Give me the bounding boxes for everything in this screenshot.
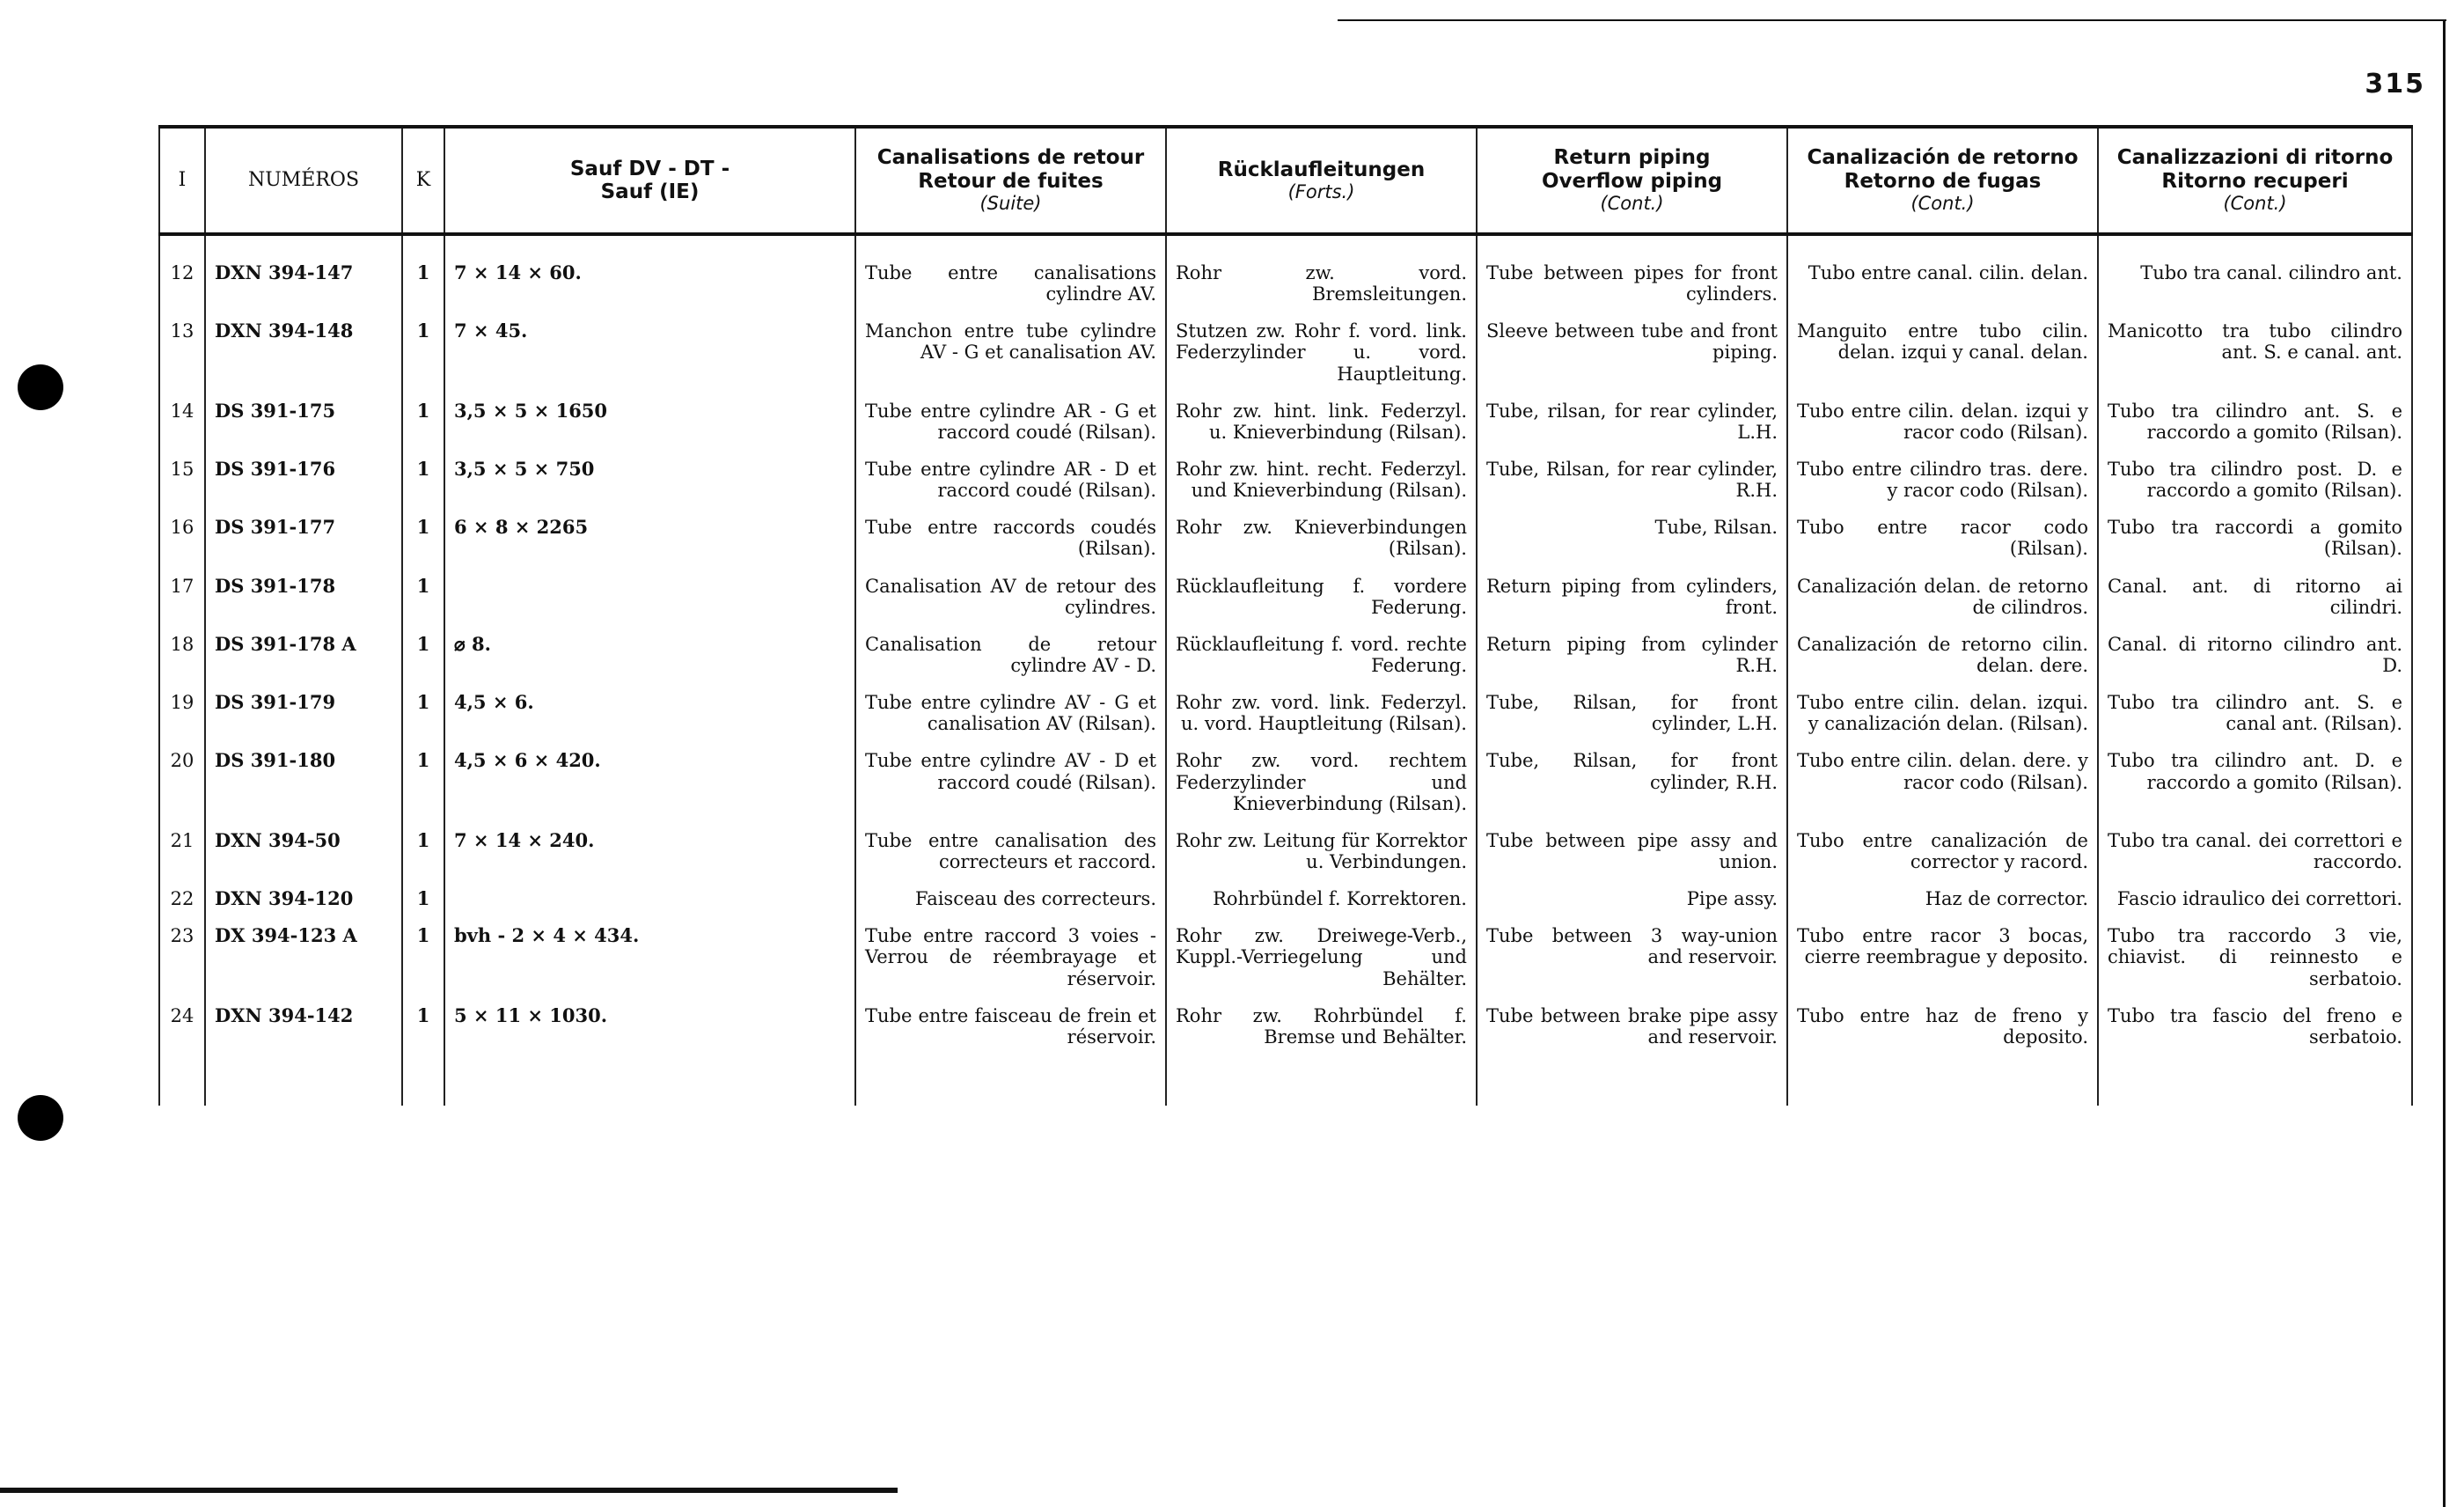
- part-number: DS 391-178: [205, 560, 402, 618]
- empty-cell: [855, 1048, 1166, 1106]
- part-number: DXN 394-147: [205, 234, 402, 305]
- description-it: Tubo tra canal. cilindro ant.: [2098, 234, 2412, 305]
- header-en-line2: Overflow piping: [1541, 169, 1723, 193]
- row-index: 15: [159, 443, 205, 501]
- description-de: Stutzen zw. Rohr f. vord. link. Federzylinder u. vord. Hauptleitung.: [1166, 305, 1477, 384]
- table-row: [159, 989, 2412, 1048]
- description-en: Tube between pipes for front cylinders.: [1477, 234, 1787, 305]
- header-index: I: [159, 127, 205, 234]
- parts-table: [158, 125, 2413, 1106]
- header-except-line1: Sauf DV - DT -: [569, 157, 730, 180]
- description-en: Tube, Rilsan, for rear cylinder, R.H.: [1477, 443, 1787, 501]
- description-it: Canal. ant. di ritorno ai cilindri.: [2098, 560, 2412, 618]
- row-index: 19: [159, 676, 205, 734]
- description-fr: Tube entre raccord 3 voies - Verrou de réembrayage et réservoir.: [855, 909, 1166, 989]
- description-de: Rücklaufleitung f. vordere Federung.: [1166, 560, 1477, 618]
- description-it: Tubo tra raccordi a gomito (Rilsan).: [2098, 501, 2412, 559]
- description-es: Canalización delan. de retorno de cilindros.: [1787, 560, 2098, 618]
- punch-hole-lower: [18, 1095, 63, 1141]
- header-except: [444, 127, 855, 234]
- description-es: Tubo entre racor codo (Rilsan).: [1787, 501, 2098, 559]
- table-row: [159, 872, 2412, 909]
- part-number: DS 391-178 A: [205, 618, 402, 676]
- empty-cell: [2098, 1048, 2412, 1106]
- quantity-k: 1: [402, 501, 444, 559]
- quantity-k: 1: [402, 234, 444, 305]
- empty-cell: [444, 1048, 855, 1106]
- table-row: [159, 560, 2412, 618]
- description-it: Tubo tra cilindro ant. S. e raccordo a gomito (Rilsan).: [2098, 385, 2412, 443]
- header-es-line2: Retorno de fugas: [1844, 169, 2042, 193]
- description-es: Tubo entre cilin. delan. izqui. y canalización delan. (Rilsan).: [1787, 676, 2098, 734]
- empty-cell: [205, 1048, 402, 1106]
- empty-cell: [1166, 1048, 1477, 1106]
- description-fr: Manchon entre tube cylindre AV - G et canalisation AV.: [855, 305, 1166, 384]
- dimensions: 3,5 × 5 × 750: [444, 443, 855, 501]
- bottom-edge-line: [0, 1488, 898, 1493]
- description-es: Tubo entre haz de freno y deposito.: [1787, 989, 2098, 1048]
- header-es-cont: (Cont.): [1910, 193, 1975, 215]
- dimensions: bvh - 2 × 4 × 434.: [444, 909, 855, 989]
- row-index: 21: [159, 814, 205, 872]
- dimensions: 3,5 × 5 × 1650: [444, 385, 855, 443]
- description-it: Tubo tra fascio del freno e serbatoio.: [2098, 989, 2412, 1048]
- description-de: Rohr zw. hint. link. Federzyl. u. Knieverbindung (Rilsan).: [1166, 385, 1477, 443]
- part-number: DS 391-177: [205, 501, 402, 559]
- table-row: [159, 734, 2412, 813]
- description-en: Return piping from cylinder R.H.: [1477, 618, 1787, 676]
- table-row: [159, 676, 2412, 734]
- dimensions: 6 × 8 × 2265: [444, 501, 855, 559]
- description-it: Tubo tra raccordo 3 vie, chiavist. di reinnesto e serbatoio.: [2098, 909, 2412, 989]
- description-fr: Tube entre canalisations cylindre AV.: [855, 234, 1166, 305]
- table-row: [159, 443, 2412, 501]
- description-fr: Tube entre cylindre AR - D et raccord coudé (Rilsan).: [855, 443, 1166, 501]
- header-de-cont: (Forts.): [1287, 181, 1355, 203]
- description-de: Rohr zw. hint. recht. Federzyl. und Knieverbindung (Rilsan).: [1166, 443, 1477, 501]
- page-number: 315: [2365, 69, 2425, 99]
- quantity-k: 1: [402, 443, 444, 501]
- quantity-k: 1: [402, 872, 444, 909]
- header-en-cont: (Cont.): [1600, 193, 1664, 215]
- header-es: [1787, 127, 2098, 234]
- empty-cell: [1787, 1048, 2098, 1106]
- row-index: 13: [159, 305, 205, 384]
- header-en-line1: Return piping: [1553, 146, 1711, 170]
- row-index: 14: [159, 385, 205, 443]
- quantity-k: 1: [402, 814, 444, 872]
- description-de: Rohr zw. Rohrbündel f. Bremse und Behälter.: [1166, 989, 1477, 1048]
- description-de: Rohr zw. vord. link. Federzyl. u. vord. Hauptleitung (Rilsan).: [1166, 676, 1477, 734]
- description-en: Sleeve between tube and front piping.: [1477, 305, 1787, 384]
- empty-cell: [159, 1048, 205, 1106]
- description-en: Tube between brake pipe assy and reservoir.: [1477, 989, 1787, 1048]
- description-es: Tubo entre racor 3 bocas, cierre reembrague y deposito.: [1787, 909, 2098, 989]
- table-spacer-row: [159, 1048, 2412, 1106]
- description-fr: Canalisation de retour cylindre AV - D.: [855, 618, 1166, 676]
- quantity-k: 1: [402, 560, 444, 618]
- description-fr: Tube entre cylindre AV - G et canalisation AV (Rilsan).: [855, 676, 1166, 734]
- table-row: [159, 385, 2412, 443]
- description-es: Manguito entre tubo cilin. delan. izqui y canal. delan.: [1787, 305, 2098, 384]
- description-en: Tube, rilsan, for rear cylinder, L.H.: [1477, 385, 1787, 443]
- dimensions: [444, 872, 855, 909]
- header-it: [2098, 127, 2412, 234]
- description-de: Rohr zw. Dreiwege-Verb., Kuppl.-Verriegelung und Behälter.: [1166, 909, 1477, 989]
- description-fr: Tube entre cylindre AV - D et raccord coudé (Rilsan).: [855, 734, 1166, 813]
- row-index: 16: [159, 501, 205, 559]
- header-fr-line1: Canalisations de retour: [876, 146, 1145, 170]
- description-fr: Tube entre cylindre AR - G et raccord coudé (Rilsan).: [855, 385, 1166, 443]
- description-it: Tubo tra canal. dei correttori e raccordo.: [2098, 814, 2412, 872]
- description-de: Rohrbündel f. Korrektoren.: [1166, 872, 1477, 909]
- punch-hole-upper: [18, 364, 63, 410]
- part-number: DS 391-180: [205, 734, 402, 813]
- description-en: Pipe assy.: [1477, 872, 1787, 909]
- description-fr: Tube entre faisceau de frein et réservoir.: [855, 989, 1166, 1048]
- part-number: DXN 394-50: [205, 814, 402, 872]
- description-de: Rohr zw. vord. rechtem Federzylinder und Knieverbindung (Rilsan).: [1166, 734, 1477, 813]
- description-en: Return piping from cylinders, front.: [1477, 560, 1787, 618]
- dimensions: [444, 560, 855, 618]
- header-it-cont: (Cont.): [2223, 193, 2287, 215]
- table-row: [159, 909, 2412, 989]
- dimensions: 7 × 14 × 240.: [444, 814, 855, 872]
- header-fr: [855, 127, 1166, 234]
- description-it: Tubo tra cilindro post. D. e raccordo a gomito (Rilsan).: [2098, 443, 2412, 501]
- header-es-line1: Canalización de retorno: [1807, 146, 2079, 170]
- description-es: Tubo entre canalización de corrector y racord.: [1787, 814, 2098, 872]
- header-de-line1: Rücklaufleitungen: [1217, 158, 1426, 181]
- row-index: 22: [159, 872, 205, 909]
- dimensions: 7 × 14 × 60.: [444, 234, 855, 305]
- part-number: DS 391-175: [205, 385, 402, 443]
- description-es: Haz de corrector.: [1787, 872, 2098, 909]
- header-it-line1: Canalizzazioni di ritorno: [2116, 146, 2394, 170]
- table-row: [159, 814, 2412, 872]
- description-de: Rohr zw. Leitung für Korrektor u. Verbindungen.: [1166, 814, 1477, 872]
- description-es: Tubo entre canal. cilin. delan.: [1787, 234, 2098, 305]
- dimensions: 7 × 45.: [444, 305, 855, 384]
- quantity-k: 1: [402, 734, 444, 813]
- description-it: Manicotto tra tubo cilindro ant. S. e canal. ant.: [2098, 305, 2412, 384]
- description-de: Rücklaufleitung f. vord. rechte Federung.: [1166, 618, 1477, 676]
- description-en: Tube between 3 way-union and reservoir.: [1477, 909, 1787, 989]
- quantity-k: 1: [402, 676, 444, 734]
- description-en: Tube, Rilsan, for front cylinder, L.H.: [1477, 676, 1787, 734]
- header-fr-cont: (Suite): [979, 193, 1042, 215]
- row-index: 18: [159, 618, 205, 676]
- description-it: Tubo tra cilindro ant. D. e raccordo a gomito (Rilsan).: [2098, 734, 2412, 813]
- description-es: Tubo entre cilin. delan. izqui y racor codo (Rilsan).: [1787, 385, 2098, 443]
- dimensions: ⌀ 8.: [444, 618, 855, 676]
- quantity-k: 1: [402, 618, 444, 676]
- description-it: Canal. di ritorno cilindro ant. D.: [2098, 618, 2412, 676]
- description-es: Canalización de retorno cilin. delan. dere.: [1787, 618, 2098, 676]
- row-index: 24: [159, 989, 205, 1048]
- row-index: 20: [159, 734, 205, 813]
- table-body: [159, 234, 2412, 1106]
- part-number: DS 391-176: [205, 443, 402, 501]
- table-row: [159, 501, 2412, 559]
- row-index: 17: [159, 560, 205, 618]
- description-fr: Canalisation AV de retour des cylindres.: [855, 560, 1166, 618]
- table-row: [159, 305, 2412, 384]
- dimensions: 5 × 11 × 1030.: [444, 989, 855, 1048]
- quantity-k: 1: [402, 909, 444, 989]
- right-edge-line: [2443, 19, 2446, 1507]
- description-es: Tubo entre cilin. delan. dere. y racor codo (Rilsan).: [1787, 734, 2098, 813]
- description-it: Fascio idraulico dei correttori.: [2098, 872, 2412, 909]
- header-k: K: [402, 127, 444, 234]
- dimensions: 4,5 × 6.: [444, 676, 855, 734]
- quantity-k: 1: [402, 989, 444, 1048]
- table-header-row: [159, 127, 2412, 234]
- table-row: [159, 618, 2412, 676]
- part-number: DS 391-179: [205, 676, 402, 734]
- description-en: Tube, Rilsan, for front cylinder, R.H.: [1477, 734, 1787, 813]
- table-row: [159, 234, 2412, 305]
- description-fr: Tube entre raccords coudés (Rilsan).: [855, 501, 1166, 559]
- description-it: Tubo tra cilindro ant. S. e canal ant. (Rilsan).: [2098, 676, 2412, 734]
- description-de: Rohr zw. vord. Bremsleitungen.: [1166, 234, 1477, 305]
- header-except-line2: Sauf (IE): [600, 180, 700, 203]
- quantity-k: 1: [402, 305, 444, 384]
- header-de: [1166, 127, 1477, 234]
- header-numbers: NUMÉROS: [205, 127, 402, 234]
- description-en: Tube, Rilsan.: [1477, 501, 1787, 559]
- part-number: DXN 394-148: [205, 305, 402, 384]
- description-de: Rohr zw. Knieverbindungen (Rilsan).: [1166, 501, 1477, 559]
- part-number: DXN 394-142: [205, 989, 402, 1048]
- dimensions: 4,5 × 6 × 420.: [444, 734, 855, 813]
- row-index: 12: [159, 234, 205, 305]
- empty-cell: [1477, 1048, 1787, 1106]
- header-en: [1477, 127, 1787, 234]
- part-number: DXN 394-120: [205, 872, 402, 909]
- description-es: Tubo entre cilindro tras. dere. y racor codo (Rilsan).: [1787, 443, 2098, 501]
- empty-cell: [402, 1048, 444, 1106]
- description-fr: Tube entre canalisation des correcteurs et raccord.: [855, 814, 1166, 872]
- header-it-line2: Ritorno recuperi: [2161, 169, 2349, 193]
- top-edge-line: [1338, 19, 2446, 21]
- description-fr: Faisceau des correcteurs.: [855, 872, 1166, 909]
- description-en: Tube between pipe assy and union.: [1477, 814, 1787, 872]
- row-index: 23: [159, 909, 205, 989]
- header-fr-line2: Retour de fuites: [918, 169, 1104, 193]
- quantity-k: 1: [402, 385, 444, 443]
- part-number: DX 394-123 A: [205, 909, 402, 989]
